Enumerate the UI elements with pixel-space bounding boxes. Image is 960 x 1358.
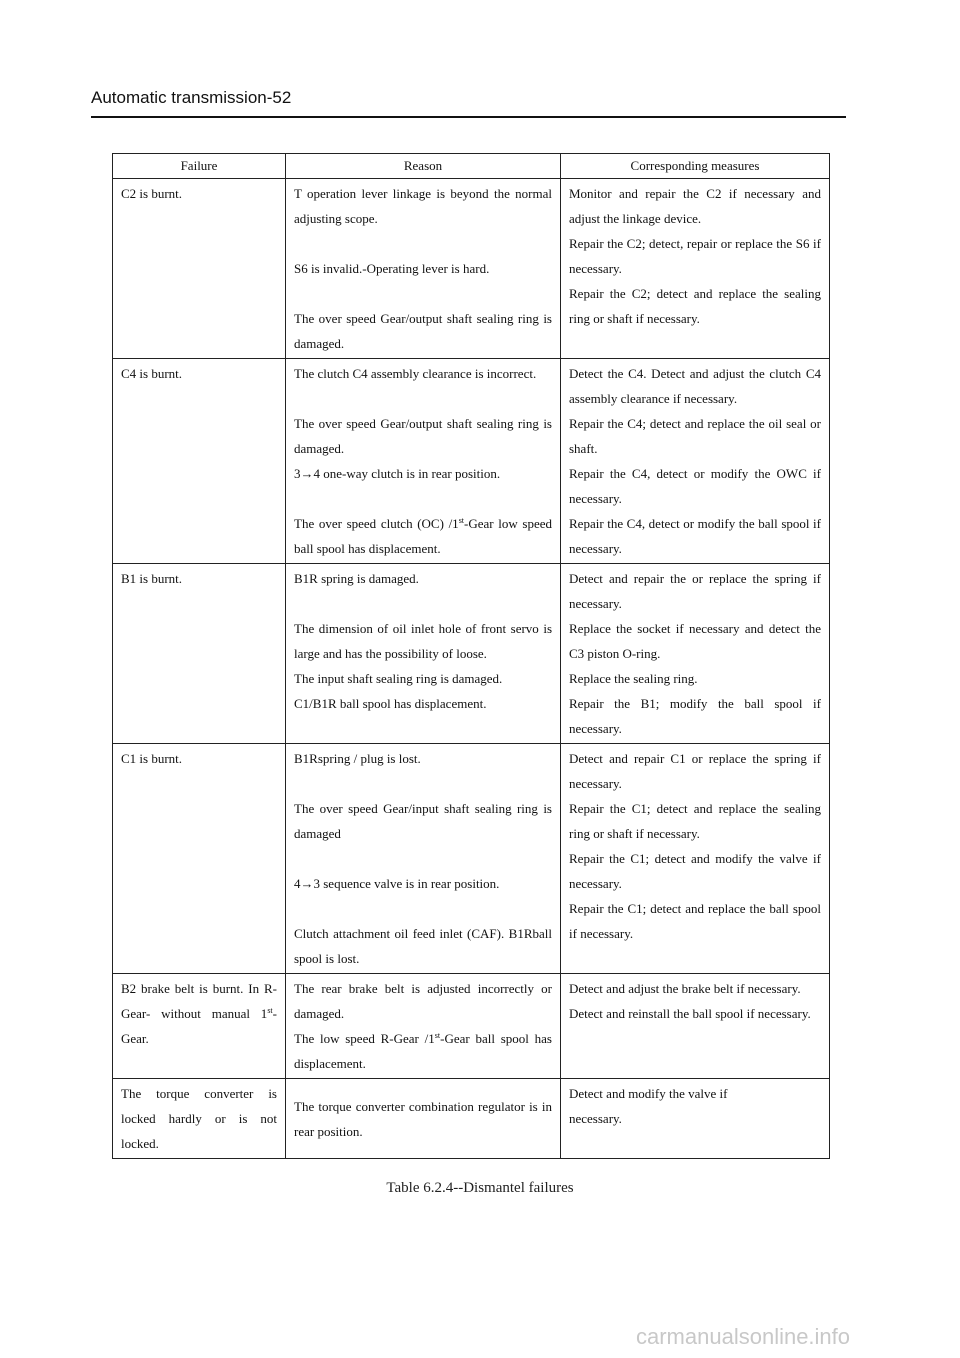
measure-text: Detect and repair the or replace the spring if necessary. <box>569 571 821 611</box>
measure-text: Replace the socket if necessary and detect the C3 piston O-ring. <box>569 621 821 661</box>
reason-cell <box>286 974 561 1079</box>
reason-text: The over speed Gear/output shaft sealing ring is damaged. <box>294 311 552 351</box>
table-row <box>113 179 830 359</box>
reason-text: The dimension of oil inlet hole of front servo is large and has the possibility of loose. <box>294 621 552 661</box>
measures-cell <box>561 359 830 564</box>
failure-cell: B2 brake belt is burnt. In R-Gear- without manual 1st-Gear. <box>113 974 286 1079</box>
reason-text: S6 is invalid.-Operating lever is hard. <box>294 261 490 276</box>
measure-text: Detect and repair C1 or replace the spring if necessary. <box>569 751 821 791</box>
watermark: carmanualsonline.info <box>636 1324 851 1349</box>
table-row <box>113 564 830 744</box>
reason-text: T operation lever linkage is beyond the normal adjusting scope. <box>294 186 552 226</box>
reason-text: C1/B1R ball spool has displacement. <box>294 696 487 711</box>
reason-text: B1R spring is damaged. <box>294 571 419 586</box>
measure-text: Repair the C1; detect and replace the ball spool if necessary. <box>569 901 821 941</box>
reason-text: Clutch attachment oil feed inlet (CAF). B1Rball spool is lost. <box>294 926 552 966</box>
failures-table <box>112 153 830 1159</box>
measure-text: Repair the C4, detect or modify the OWC if necessary. <box>569 466 821 506</box>
failure-cell: C1 is burnt. <box>113 744 286 974</box>
measure-text: Repair the B1; modify the ball spool if necessary. <box>569 696 821 736</box>
failure-cell: B1 is burnt. <box>113 564 286 744</box>
table-row <box>113 359 830 564</box>
reason-text: The over speed Gear/input shaft sealing ring is damaged <box>294 801 552 841</box>
reason-text: The clutch C4 assembly clearance is incorrect. <box>294 366 537 381</box>
failure-cell: The torque converter is locked hardly or is not locked. <box>113 1079 286 1159</box>
failure-cell: C4 is burnt. <box>113 359 286 564</box>
measure-text: necessary. <box>569 1111 622 1126</box>
measures-cell <box>561 564 830 744</box>
reason-text: The over speed Gear/output shaft sealing ring is damaged. <box>294 416 552 456</box>
reason-text: The over speed clutch (OC) /1st-Gear low speed ball spool has displacement. <box>294 516 552 556</box>
reason-cell <box>286 1079 561 1159</box>
measure-text: Monitor and repair the C2 if necessary and adjust the linkage device. <box>569 186 821 226</box>
measure-text: Repair the C4; detect and replace the oil seal or shaft. <box>569 416 821 456</box>
measures-cell <box>561 744 830 974</box>
measure-text: Detect and adjust the brake belt if necessary. <box>569 981 801 996</box>
reason-text: 4→3 sequence valve is in rear position. <box>294 876 500 891</box>
table-header-row <box>113 154 830 179</box>
reason-text: 3→4 one-way clutch is in rear position. <box>294 466 501 481</box>
table-row <box>113 974 830 1079</box>
reason-text: The input shaft sealing ring is damaged. <box>294 671 503 686</box>
table-row <box>113 744 830 974</box>
failure-cell: C2 is burnt. <box>113 179 286 359</box>
table-row <box>113 1079 830 1159</box>
reason-cell <box>286 744 561 974</box>
measure-text: Repair the C2; detect, repair or replace the S6 if necessary. <box>569 236 821 276</box>
reason-cell <box>286 359 561 564</box>
measure-text: Detect the C4. Detect and adjust the clutch C4 assembly clearance if necessary. <box>569 366 821 406</box>
measure-text: Replace the sealing ring. <box>569 671 698 686</box>
header-failure: Failure <box>113 154 286 179</box>
header-divider <box>91 116 846 118</box>
measure-text: Repair the C1; detect and replace the sealing ring or shaft if necessary. <box>569 801 821 841</box>
measure-text: Detect and reinstall the ball spool if necessary. <box>569 1006 811 1021</box>
measure-text: Repair the C4, detect or modify the ball spool if necessary. <box>569 516 821 556</box>
measures-cell <box>561 179 830 359</box>
measures-cell <box>561 1079 830 1159</box>
header-measures: Corresponding measures <box>561 154 830 179</box>
reason-text: B1Rspring / plug is lost. <box>294 751 421 766</box>
table-caption: Table 6.2.4--Dismantel failures <box>386 1180 574 1196</box>
measures-cell <box>561 974 830 1079</box>
reason-cell <box>286 179 561 359</box>
reason-text: The rear brake belt is adjusted incorrectly or damaged. <box>294 981 552 1021</box>
reason-text: The low speed R-Gear /1st-Gear ball spool has displacement. <box>294 1031 552 1071</box>
reason-cell <box>286 564 561 744</box>
measure-text: Repair the C2; detect and replace the sealing ring or shaft if necessary. <box>569 286 821 326</box>
measure-text: Repair the C1; detect and modify the valve if necessary. <box>569 851 821 891</box>
measure-text: Detect and modify the valve if <box>569 1086 728 1101</box>
reason-text: The torque converter combination regulator is in rear position. <box>294 1098 552 1139</box>
header-reason: Reason <box>286 154 561 179</box>
page-header-title: Automatic transmission-52 <box>91 88 292 107</box>
